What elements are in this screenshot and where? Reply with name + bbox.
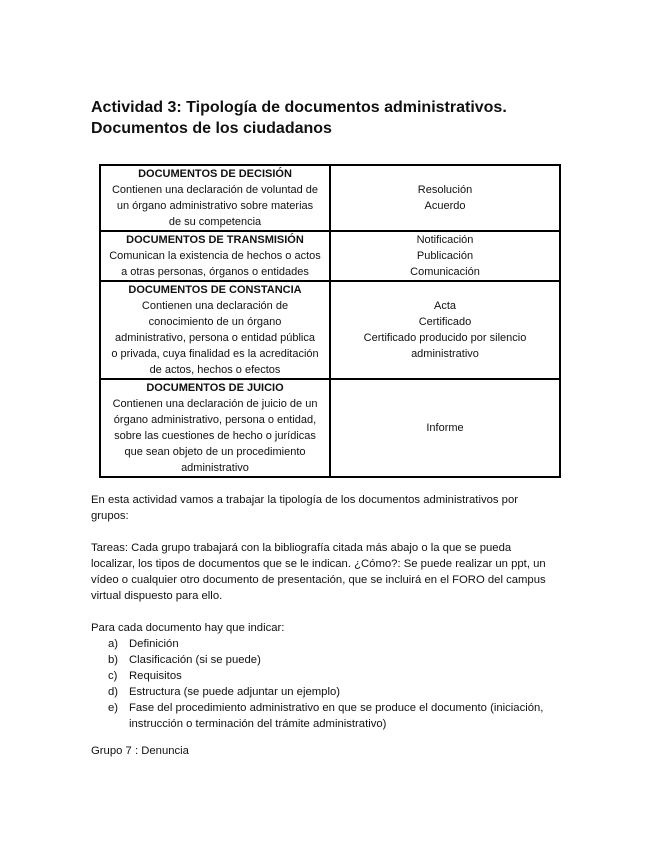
category-description-line: Contienen una declaración de	[141, 300, 289, 312]
text-line: localizar, los tipos de documentos que se le indican. ¿Cómo?: Se puede realizar un ppt, un	[91, 558, 546, 570]
category-description-line: Comunican la existencia de hechos o actos	[109, 250, 321, 262]
examples-cell	[330, 165, 560, 231]
examples-cell	[330, 379, 560, 477]
category-heading: DOCUMENTOS DE JUICIO	[146, 382, 284, 394]
table-row	[100, 281, 560, 379]
category-description-line: a otras personas, órganos o entidades	[121, 266, 309, 278]
table-row	[100, 231, 560, 281]
title-line: Actividad 3: Tipología de documentos administrativos.	[91, 99, 507, 116]
category-description-line: sobre las cuestiones de hecho o jurídicas	[114, 430, 316, 442]
example-document: Resolución	[417, 184, 473, 196]
list-item	[108, 636, 543, 652]
category-description-line: que sean objeto de un procedimiento	[124, 446, 306, 458]
text-line: vídeo o cualquier otro documento de presentación, que se incluirá en el FORO del campus	[91, 574, 546, 586]
list-marker: b)	[108, 654, 119, 666]
example-document: Certificado producido por silencio	[363, 332, 527, 344]
example-document: Acta	[433, 300, 456, 312]
list-item	[108, 652, 543, 668]
text-line: Tareas: Cada grupo trabajará con la bibliografía citada más abajo o la que se pueda	[91, 542, 512, 554]
category-description-line: Contienen una declaración de juicio de un	[112, 398, 318, 410]
list-intro: Para cada documento hay que indicar:	[91, 622, 285, 634]
text-line: virtual dispuesto para ello.	[91, 590, 223, 602]
category-description-line: administrativo	[181, 462, 249, 474]
list-item	[108, 684, 543, 700]
list-item-text: Fase del procedimiento administrativo en que se produce el documento (iniciación,	[129, 702, 544, 714]
examples-cell	[330, 231, 560, 281]
document-types-table	[99, 164, 561, 478]
intro-paragraph	[91, 492, 518, 524]
table-row	[100, 379, 560, 477]
category-description-line: Contienen una declaración de voluntad de	[111, 184, 319, 196]
category-description-line: de actos, hechos o efectos	[149, 364, 281, 376]
category-description-line: administrativo, persona o entidad pública	[115, 332, 315, 344]
category-description-line: conocimiento de un órgano	[148, 316, 282, 328]
group-assignment: Grupo 7 : Denuncia	[91, 745, 189, 757]
text-line: grupos:	[91, 510, 129, 522]
category-cell	[100, 231, 330, 281]
category-heading: DOCUMENTOS DE TRANSMISIÓN	[126, 234, 304, 246]
example-document: Certificado	[418, 316, 472, 328]
page-title	[91, 97, 507, 139]
category-heading: DOCUMENTOS DE DECISIÓN	[138, 168, 292, 180]
list-marker: c)	[108, 670, 118, 682]
requirements-list	[108, 636, 543, 732]
category-description-line: de su competencia	[168, 216, 262, 228]
category-cell	[100, 281, 330, 379]
text-line: En esta actividad vamos a trabajar la tipología de los documentos administrativos por	[91, 494, 518, 506]
list-item	[108, 668, 543, 684]
category-cell	[100, 165, 330, 231]
example-document: Comunicación	[410, 266, 480, 278]
list-marker: a)	[108, 638, 119, 650]
category-description-line: o privada, cuya finalidad es la acreditación	[111, 348, 319, 360]
example-document: Publicación	[416, 250, 474, 262]
list-item-text: Estructura (se puede adjuntar un ejemplo)	[129, 686, 340, 698]
title-line: Documentos de los ciudadanos	[91, 120, 332, 137]
example-document: Informe	[426, 422, 464, 434]
list-item-text: Requisitos	[129, 670, 182, 682]
list-item-text: instrucción o terminación del trámite administrativo)	[129, 718, 387, 730]
example-document: administrativo	[411, 348, 479, 360]
table-row	[100, 165, 560, 231]
list-item	[108, 700, 543, 732]
list-marker: d)	[108, 686, 119, 698]
list-marker: e)	[108, 702, 119, 714]
list-item-text: Clasificación (si se puede)	[129, 654, 261, 666]
example-document: Notificación	[416, 234, 474, 246]
category-cell	[100, 379, 330, 477]
list-item-text: Definición	[129, 638, 179, 650]
category-heading: DOCUMENTOS DE CONSTANCIA	[128, 284, 302, 296]
example-document: Acuerdo	[424, 200, 466, 212]
category-description-line: un órgano administrativo sobre materias	[116, 200, 314, 212]
category-description-line: órgano administrativo, persona o entidad,	[113, 414, 317, 426]
tasks-paragraph	[91, 540, 546, 604]
examples-cell	[330, 281, 560, 379]
